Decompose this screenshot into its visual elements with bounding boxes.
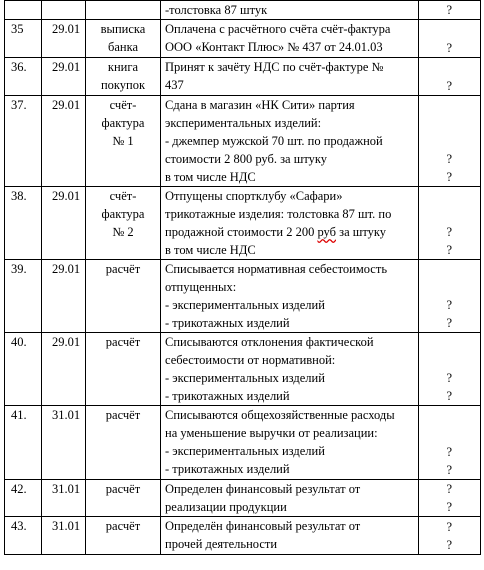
document-type: [86, 187, 161, 260]
entry-date: 29.01: [42, 20, 86, 58]
document-type: [86, 480, 161, 517]
description-line: 437: [165, 78, 184, 92]
document-type-line: покупок: [100, 78, 146, 92]
entry-date: 31.01: [42, 480, 86, 517]
amount-cell: [419, 1, 481, 20]
entry-date: 29.01: [42, 260, 86, 333]
table-row: [5, 333, 481, 406]
amount-placeholder: ?: [446, 538, 452, 552]
amount-placeholder: ?: [446, 463, 452, 477]
description-line: на уменьшение выручки от реализации:: [165, 426, 378, 440]
amount-cell: [419, 260, 481, 333]
document-type-line: расчёт: [105, 519, 141, 533]
description-line: Сдана в магазин «НК Сити» партия: [165, 98, 355, 112]
entry-number: 42.: [5, 480, 42, 517]
description-line: трикотажные изделия: толстовка 87 шт. по: [165, 207, 392, 221]
description-line: - трикотажных изделий: [165, 389, 290, 403]
entry-number: 38.: [5, 187, 42, 260]
document-type-line: № 1: [112, 134, 134, 148]
table-row: [5, 1, 481, 20]
description-line: -толстовка 87 штук: [165, 3, 268, 17]
document-type: [86, 517, 161, 555]
operation-description: [161, 96, 419, 187]
description-line: стоимости 2 800 руб. за штуку: [165, 152, 328, 166]
amount-placeholder: ?: [446, 520, 452, 534]
transactions-table: [4, 0, 481, 555]
amount-placeholder: ?: [446, 482, 452, 496]
document-type-line: фактура: [101, 207, 145, 221]
document-type-line: счёт-: [109, 189, 137, 203]
description-line: Определен финансовый результат от: [165, 482, 361, 496]
table-row: [5, 480, 481, 517]
table-row: [5, 20, 481, 58]
operation-description: [161, 20, 419, 58]
description-line: себестоимости от нормативной:: [165, 353, 336, 367]
description-line: Принят к зачёту НДС по счёт-фактуре №: [165, 60, 384, 74]
operation-description: [161, 480, 419, 517]
amount-placeholder: ?: [446, 389, 452, 403]
entry-date: 29.01: [42, 96, 86, 187]
description-line: - экспериментальных изделий: [165, 444, 325, 458]
entry-date: 31.01: [42, 406, 86, 480]
description-line: ООО «Контакт Плюс» № 437 от 24.01.03: [165, 40, 383, 54]
document-type-line: расчёт: [105, 335, 141, 349]
document-type: [86, 1, 161, 20]
amount-cell: [419, 96, 481, 187]
document-type: [86, 406, 161, 480]
entry-number: 41.: [5, 406, 42, 480]
description-line: прочей деятельности: [165, 537, 278, 551]
description-line: Определён финансовый результат от: [165, 519, 361, 533]
entry-number: 37.: [5, 96, 42, 187]
operation-description: [161, 260, 419, 333]
operation-description: [161, 406, 419, 480]
amount-placeholder: ?: [446, 371, 452, 385]
document-type: [86, 333, 161, 406]
operation-description: [161, 333, 419, 406]
description-line: Оплачена с расчётного счёта счёт-фактура: [165, 22, 391, 36]
entry-date: [42, 1, 86, 20]
amount-placeholder: ?: [446, 3, 452, 17]
description-line: реализации продукции: [165, 500, 287, 514]
table-row: [5, 96, 481, 187]
amount-placeholder: ?: [446, 152, 452, 166]
amount-placeholder: ?: [446, 41, 452, 55]
operation-description: [161, 517, 419, 555]
amount-cell: [419, 20, 481, 58]
amount-cell: [419, 333, 481, 406]
amount-cell: [419, 187, 481, 260]
description-line: Отпущены спортклубу «Сафари»: [165, 189, 343, 203]
table-row: [5, 517, 481, 555]
amount-cell: [419, 58, 481, 96]
spellcheck-underline: руб: [317, 225, 336, 239]
amount-placeholder: ?: [446, 298, 452, 312]
document-type-line: книга: [107, 60, 139, 74]
amount-placeholder: ?: [446, 225, 452, 239]
entry-number: 43.: [5, 517, 42, 555]
amount-cell: [419, 517, 481, 555]
description-line: в том числе НДС: [165, 243, 256, 257]
entry-number: 39.: [5, 260, 42, 333]
document-type-line: фактура: [101, 116, 145, 130]
amount-placeholder: ?: [446, 170, 452, 184]
table-row: [5, 260, 481, 333]
document-type-line: выписка: [100, 22, 146, 36]
amount-placeholder: ?: [446, 445, 452, 459]
description-line: Списываются отклонения фактической: [165, 335, 374, 349]
amount-placeholder: ?: [446, 316, 452, 330]
document-type: [86, 96, 161, 187]
amount-placeholder: ?: [446, 243, 452, 257]
entry-number: [5, 1, 42, 20]
description-line: - трикотажных изделий: [165, 462, 290, 476]
description-line: Списываются общехозяйственные расходы: [165, 408, 395, 422]
description-line: - экспериментальных изделий: [165, 371, 325, 385]
description-line: в том числе НДС: [165, 170, 256, 184]
document-type-line: банка: [107, 40, 139, 54]
entry-date: 29.01: [42, 333, 86, 406]
description-line: экспериментальных изделий:: [165, 116, 322, 130]
table-row: [5, 187, 481, 260]
document-type-line: расчёт: [105, 408, 141, 422]
document-type-line: расчёт: [105, 262, 141, 276]
table-row: [5, 58, 481, 96]
document-type-line: расчёт: [105, 482, 141, 496]
operation-description: [161, 1, 419, 20]
table-body: [5, 1, 481, 555]
description-line: продажной стоимости 2 200 руб за штуку: [165, 225, 387, 239]
description-line: отпущенных:: [165, 280, 237, 294]
table-row: [5, 406, 481, 480]
document-type-line: счёт-: [109, 98, 137, 112]
entry-date: 29.01: [42, 58, 86, 96]
entry-number: 35: [5, 20, 42, 58]
amount-placeholder: ?: [446, 500, 452, 514]
amount-cell: [419, 480, 481, 517]
document-type: [86, 260, 161, 333]
description-line: - экспериментальных изделий: [165, 298, 325, 312]
operation-description: [161, 58, 419, 96]
document-type-line: № 2: [112, 225, 134, 239]
document-type: [86, 58, 161, 96]
description-line: Списывается нормативная себестоимость: [165, 262, 388, 276]
document-type: [86, 20, 161, 58]
description-line: - трикотажных изделий: [165, 316, 290, 330]
amount-cell: [419, 406, 481, 480]
entry-number: 36.: [5, 58, 42, 96]
description-line: - джемпер мужской 70 шт. по продажной: [165, 134, 383, 148]
operation-description: [161, 187, 419, 260]
amount-placeholder: ?: [446, 79, 452, 93]
entry-date: 31.01: [42, 517, 86, 555]
entry-number: 40.: [5, 333, 42, 406]
entry-date: 29.01: [42, 187, 86, 260]
